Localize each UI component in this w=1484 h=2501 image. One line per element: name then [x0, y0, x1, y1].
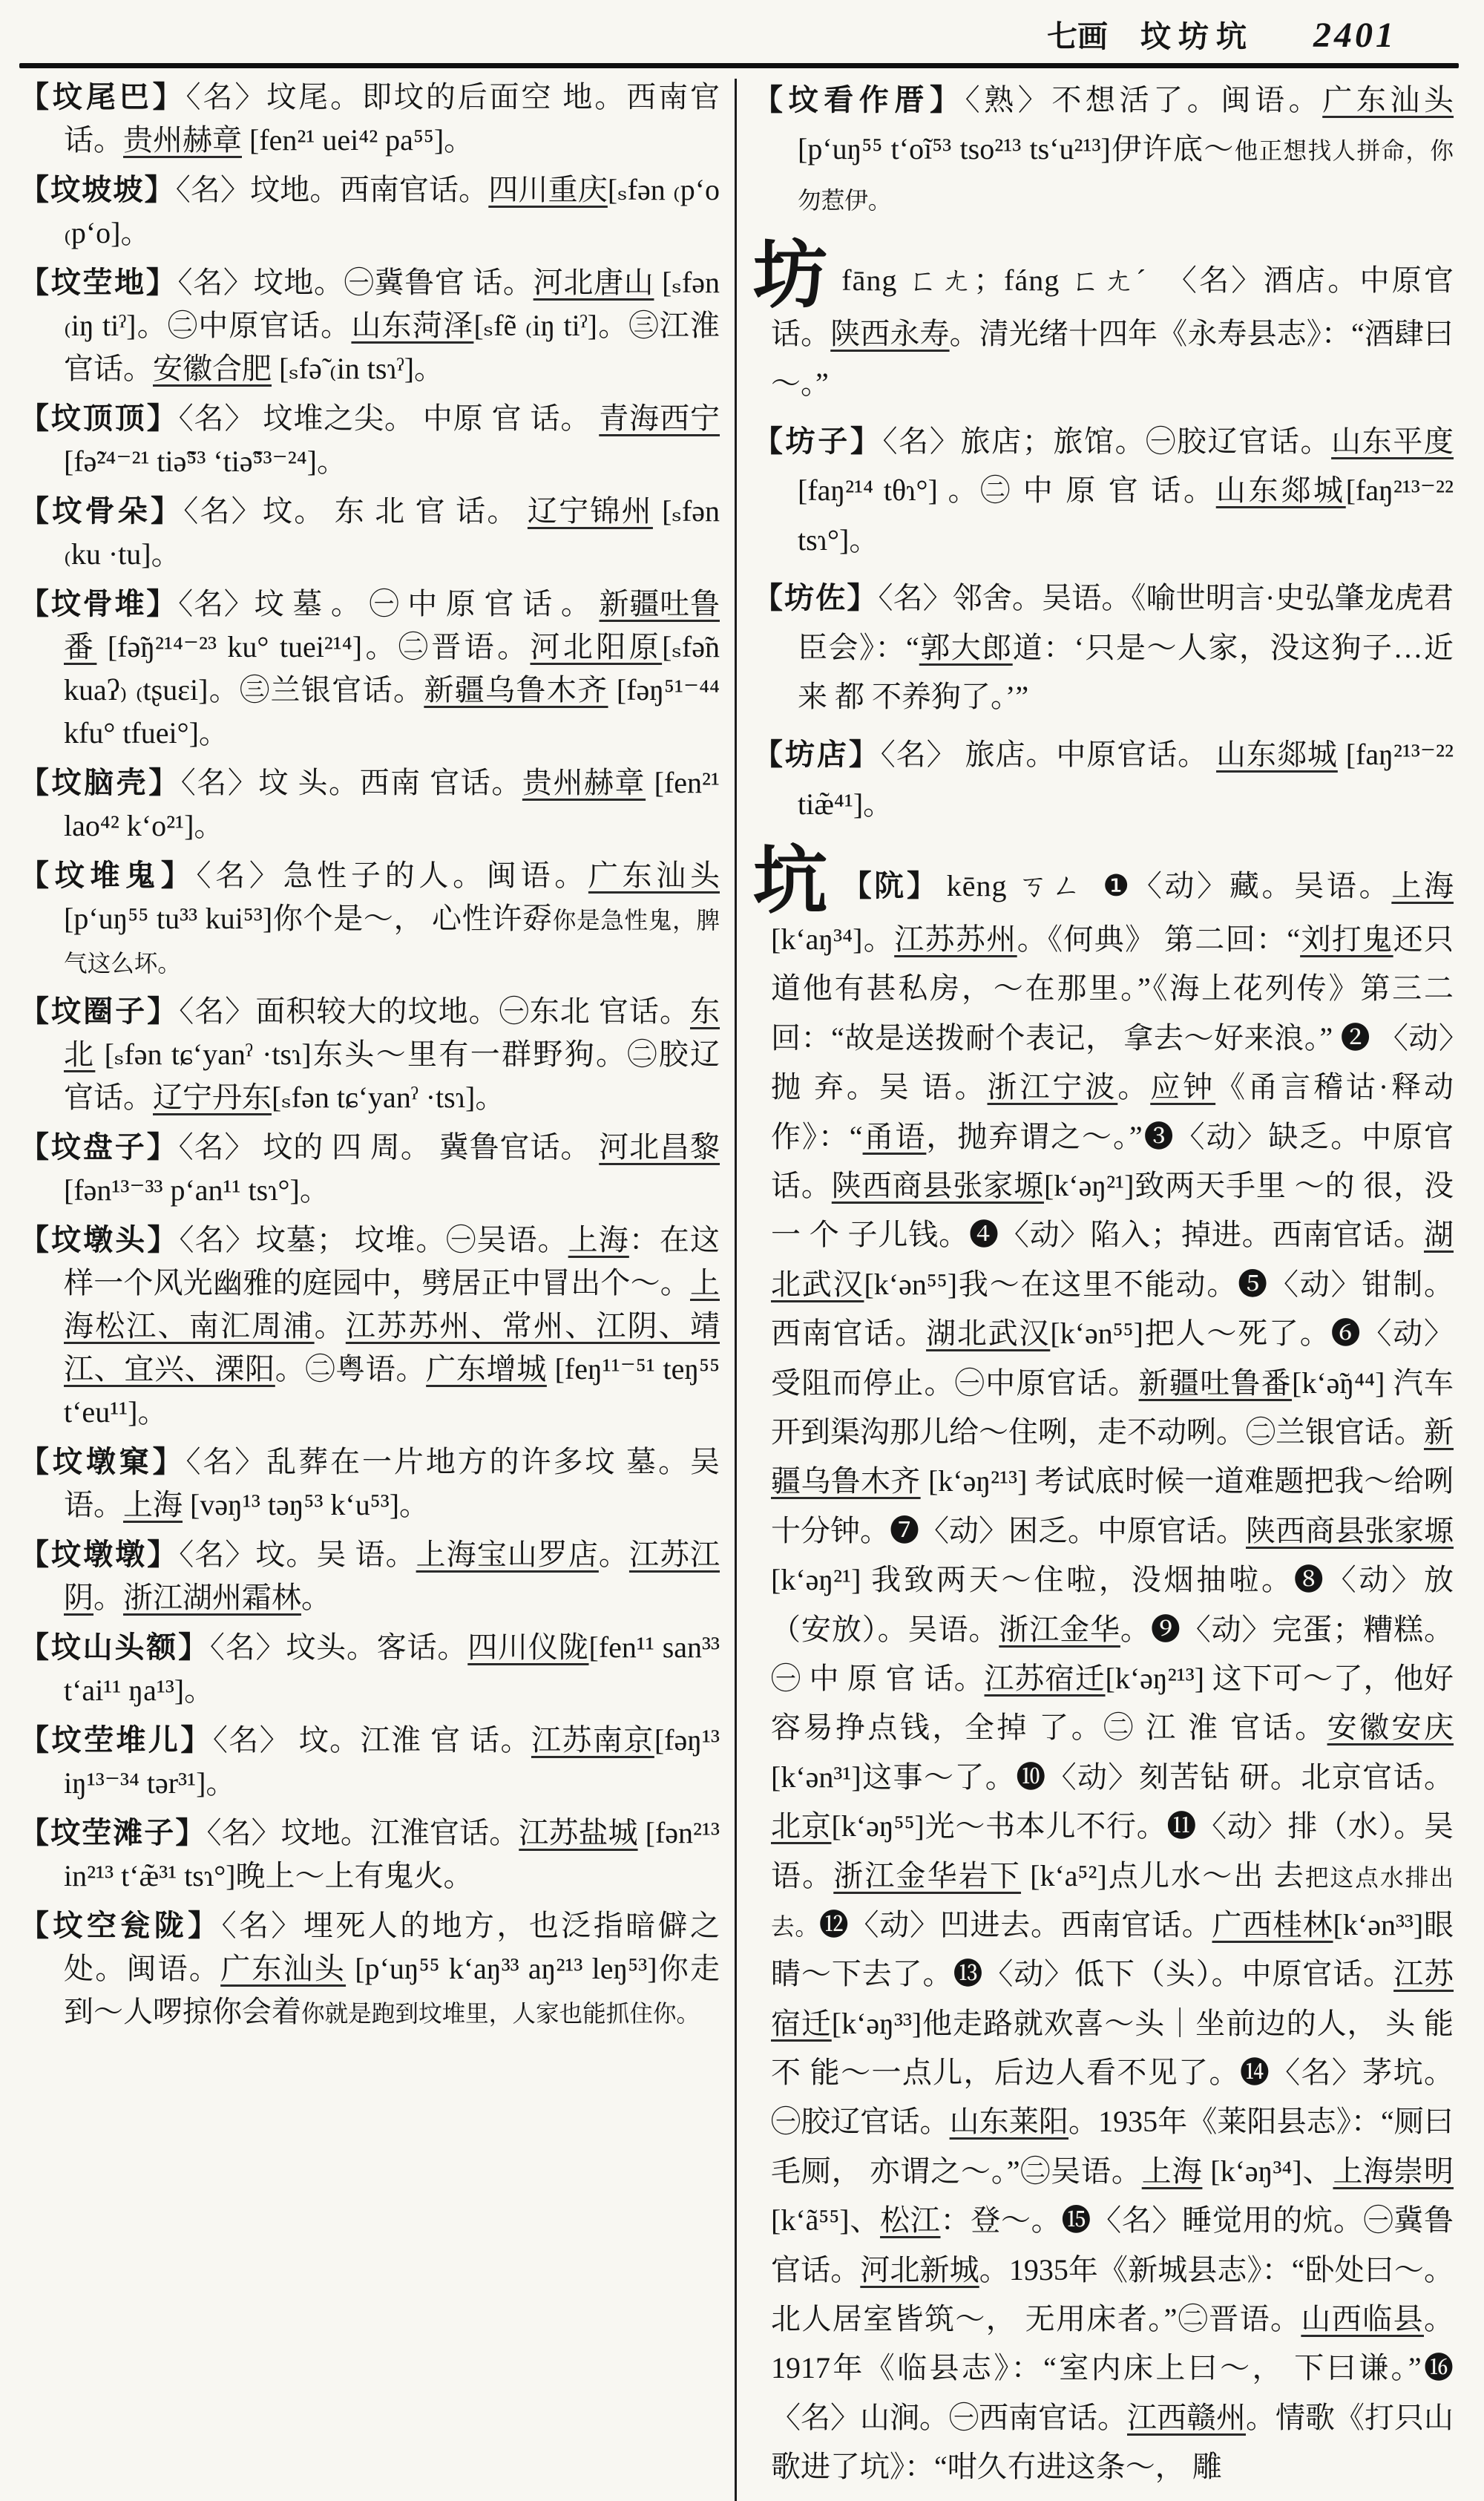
entry-body: 〈熟〉不想活了。闽语。广东汕头 [p‘uŋ⁵⁵ t‘oĩ⁵³ tso²¹³ ts‘u²¹³]伊许底～他正想找人拼命，你勿惹伊。: [798, 83, 1454, 214]
entry-body: 〈名〉乱葬在一片地方的许多坟 墓。吴语。上海 [vəŋ¹³ təŋ⁵³ k‘u⁵³]。: [64, 1445, 720, 1521]
entry-headword: 【坟空瓮陇】: [19, 1909, 222, 1942]
entry-body: 〈名〉坟墓； 坟堆。㊀吴语。上海：在这样一个风光幽雅的庭园中，劈居正中冒出个～。上海松江、南汇周浦。江苏苏州、常州、江阴、靖江、宜兴、溧阳。㊁粤语。广东增城 [feŋ¹¹⁻⁵¹ teŋ⁵⁵ t‘eu¹¹]。: [64, 1223, 720, 1429]
entry-headword: 【坟茔堆儿】: [19, 1723, 213, 1757]
header-rule: [19, 63, 1459, 68]
right-column: [747, 76, 1454, 2501]
entry-headword: 【坟山头额】: [19, 1630, 210, 1664]
entry-headword: 【坟墩头】: [19, 1223, 180, 1256]
page-body: [19, 76, 1459, 2501]
entry-headword: 【坟骨堆】: [19, 587, 179, 620]
sub-entry: [753, 730, 1454, 829]
pronunciation: kēng ㄎㄥ: [946, 869, 1096, 903]
section-characters: 坟坊坑: [1140, 19, 1254, 53]
entry-body: 〈名〉 坟的 四 周。 冀鲁官话。 河北昌黎 [fən¹³⁻³³ p‘an¹¹ tsɿ°]。: [64, 1130, 720, 1207]
entry-headword: 【坟茔滩子】: [19, 1816, 207, 1849]
character-entry: [753, 235, 1454, 408]
sub-entry: [19, 1533, 720, 1619]
entry-headword: 【坊店】: [753, 738, 881, 772]
sub-entry: [753, 76, 1454, 223]
entry-body: 〈名〉坟地。西南官话。四川重庆[ₛfən ₍p‘o ₍p‘o]。: [64, 173, 720, 249]
entry-body: ❶〈动〉藏。吴语。上海[k‘aŋ³⁴]。江苏苏州。《何典》 第二回：“刘打鬼还只道他有甚私房，～在那里。”《海上花列传》第三二回：“故是送拨耐个表记， 拿去～好来浪。” ❷ 〈动〉抛 弃。吴 语。浙江宁波。应钟《甬言稽诂·释动作》：“甬语，抛弃谓之～。”❸〈动〉缺乏。中原官话。陕西商县张家塬[k‘əŋ²¹]致两天手里 ～的 很，没一 个 子儿钱。❹〈动〉陷入；掉进。西南官话。湖北武汉[k‘ən⁵⁵]我～在这里不能动。❺〈动〉钳制。西南官话。湖北武汉[k‘ən⁵⁵]把人～死了。❻〈动〉受阻而停止。㊀中原官话。新疆吐鲁番[k‘ə̃ŋ⁴⁴] 汽车开到渠沟那儿给～住咧，走不动咧。㊁兰银官话。新疆乌鲁木齐 [k‘əŋ²¹³] 考试底时候一道难题把我～给咧十分钟。❼〈动〉困乏。中原官话。陕西商县张家塬[k‘əŋ²¹] 我致两天～住啦，没烟抽啦。❽〈动〉放（安放）。吴语。浙江金华。❾〈动〉完蛋；糟糕。㊀ 中 原 官 话。江苏宿迁[k‘əŋ²¹³] 这下可～了，他好容易挣点钱，全掉 了。㊁ 江 淮 官话。安徽安庆[k‘ən³¹]这事～了。❿〈动〉刻苦钻 研。北京官话。北京[k‘əŋ⁵⁵]光～书本儿不行。⓫〈动〉排（水）。吴语。浙江金华岩下 [k‘a⁵²]点儿水～出 去把这点水排出去。⓬〈动〉凹进去。西南官话。广西桂林[k‘ən³³]眼睛～下去了。⓭〈动〉低下（头）。中原官话。江苏宿迁[k‘əŋ³³]他走路就欢喜～头｜坐前边的人， 头 能 不 能～一点儿，后边人看不见了。⓮〈名〉茅坑。㊀胶辽官话。山东莱阳。1935年《莱阳县志》：“厕曰毛厕， 亦谓之～。”㊁吴语。上海 [k‘əŋ³⁴]、上海崇明 [k‘ã⁵⁵]、松江：登～。⓯〈名〉睡觉用的炕。㊀冀鲁官话。河北新城。1935年《新城县志》：“卧处曰～。北人居室皆筑～， 无用床者。”㊁晋语。山西临县。1917年《临县志》：“室内床上曰～， 下曰谦。”⓰〈名〉山涧。㊀西南官话。江西赣州。情歌《打只山歌进了坑》：“咁久冇进这条～， 雕: [771, 869, 1454, 2484]
sub-entry: [753, 417, 1454, 565]
sub-entry: [19, 990, 720, 1119]
sub-entry: [19, 1719, 720, 1805]
entry-body: 〈名〉 坟。江淮 官 话。江苏南京[fəŋ¹³ iŋ¹³⁻³⁴ tər³¹]。: [64, 1723, 720, 1800]
entry-body: 〈名〉面积较大的坟地。㊀东北 官话。东北 [ₛfən tɕ‘yanˀ ·tsɿ]东头～里有一群野狗。㊁胶辽官话。辽宁丹东[ₛfən tɕ‘yanˀ ·tsɿ]。: [64, 994, 720, 1114]
big-character: 坊: [753, 235, 830, 318]
entry-headword: 【坟墩窠】: [19, 1445, 186, 1478]
sub-entry: [19, 261, 720, 390]
entry-headword: 【坟墩墩】: [19, 1538, 180, 1571]
entry-body: 〈名〉邻舍。吴语。《喻世明言·史弘肇龙虎君臣会》：“郭大郎道：‘只是～人家，没这狗子…近来 都 不养狗了。’”: [798, 581, 1454, 713]
big-character: 坑: [753, 840, 830, 923]
entry-headword: 【坟脑壳】: [19, 766, 181, 799]
sub-entry: [19, 1440, 720, 1527]
sub-entry: [19, 854, 720, 983]
entry-headword: 【坟骨朵】: [19, 494, 184, 528]
entry-headword: 【坟茔地】: [19, 266, 178, 299]
left-column: [19, 76, 727, 2501]
entry-body: 〈名〉坟地。江淮官话。江苏盐城 [fən²¹³ in²¹³ t‘æ̃³¹ tsɿ°]晚上～上有鬼火。: [64, 1816, 720, 1892]
entry-body: 〈名〉埋死人的地方，也泛指暗僻之处。闽语。广东汕头 [p‘uŋ⁵⁵ k‘aŋ³³ aŋ²¹³ leŋ⁵³]你走到～人啰掠你会着你就是跑到坟堆里，人家也能抓住你。: [64, 1909, 720, 2028]
entry-headword: 【坟堆鬼】: [19, 859, 197, 892]
entry-body: 〈名〉坟地。㊀冀鲁官 话。河北唐山 [ₛfən ₍iŋ tiˀ]。㊁中原官话。山东菏泽[ₛfẽ ₍iŋ tiˀ]。㊂江淮官话。安徽合肥 [ₛfə̃ ₍in tsɿˀ]。: [64, 266, 720, 385]
entry-headword: 【坟看作厝】: [753, 83, 965, 117]
sub-entry: [19, 76, 720, 162]
entry-headword: 【坟顶顶】: [19, 401, 179, 435]
entry-body: 〈名〉旅店；旅馆。㊀胶辽官话。山东平度 [faŋ²¹⁴ tθɿ°] 。㊁ 中 原 官 话。山东郯城[faŋ²¹³⁻²² tsɿ°]。: [798, 424, 1454, 557]
sub-entry: [19, 490, 720, 576]
entry-headword: 【坊子】: [753, 424, 883, 458]
sub-entry: [19, 1219, 720, 1434]
entry-headword: 【坟坡坡】: [19, 173, 176, 206]
entry-headword: 【坟盘子】: [19, 1130, 179, 1164]
sub-entry: [753, 574, 1454, 721]
entry-body: 〈名〉酒店。中原官话。陕西永寿。清光绪十四年《永寿县志》：“酒肆曰～。”: [771, 263, 1454, 400]
sub-entry: [19, 1812, 720, 1898]
entry-body: 〈名〉急性子的人。闽语。广东汕头 [p‘uŋ⁵⁵ tu³³ kui⁵³]你个是～， 心性许孬你是急性鬼，脾气这么坏。: [64, 859, 720, 977]
sub-entry: [19, 761, 720, 848]
entry-headword: 【坟圈子】: [19, 994, 180, 1028]
entry-headword: 【坟尾巴】: [19, 80, 186, 114]
entry-body: 〈名〉坟 头。西南 官话。贵州赫章 [fen²¹ lao⁴² k‘o²¹]。: [64, 766, 720, 842]
pronunciation: fāng ㄈㄤ；fáng ㄈㄤˊ: [841, 263, 1160, 298]
entry-headword: 【坊佐】: [753, 581, 879, 615]
section-label: 七画: [1047, 19, 1108, 53]
variant-form: 【阬】: [841, 869, 939, 903]
sub-entry: [19, 1904, 720, 2033]
entry-body: 〈名〉坟头。客话。四川仪陇[fen¹¹ san³³ t‘ai¹¹ ŋa¹³]。: [64, 1630, 720, 1707]
column-divider: [735, 79, 737, 2501]
character-entry: [753, 840, 1454, 2492]
sub-entry: [19, 168, 720, 255]
running-head: [19, 12, 1459, 56]
entry-body: 〈名〉坟。吴 语。上海宝山罗店。江苏江阴。浙江湖州霜林。: [64, 1538, 720, 1614]
sub-entry: [19, 1626, 720, 1712]
entry-body: 〈名〉坟。 东 北 官 话。 辽宁锦州 [ₛfən ₍ku ·tu]。: [64, 494, 720, 571]
entry-body: 〈名〉 旅店。中原官话。 山东郯城 [faŋ²¹³⁻²² tiæ̃⁴¹]。: [798, 738, 1454, 821]
sub-entry: [19, 397, 720, 483]
entry-body: 〈名〉坟尾。即坟的后面空 地。西南官话。贵州赫章 [fen²¹ uei⁴² pa⁵⁵]。: [64, 80, 720, 157]
page-header: [19, 12, 1459, 68]
entry-body: 〈名〉 坟堆之尖。 中原 官 话。 青海西宁 [fə̃²⁴⁻²¹ tiə̃⁵³ ‘tiə̃⁵³⁻²⁴]。: [64, 401, 720, 478]
sub-entry: [19, 1126, 720, 1212]
entry-body: 〈名〉坟 墓 。 ㊀ 中 原 官 话 。 新疆吐鲁番 [fə̃ŋ²¹⁴⁻²³ ku° tuei²¹⁴]。㊁晋语。河北阳原[ₛfə̃n kuaʔ₎ ₍tʂuɛi]。㊂兰银官话。新疆乌鲁木齐 [fəŋ⁵¹⁻⁴⁴ kfu° tfuei°]。: [64, 587, 720, 750]
page-number: 2401: [1313, 16, 1396, 55]
sub-entry: [19, 583, 720, 755]
